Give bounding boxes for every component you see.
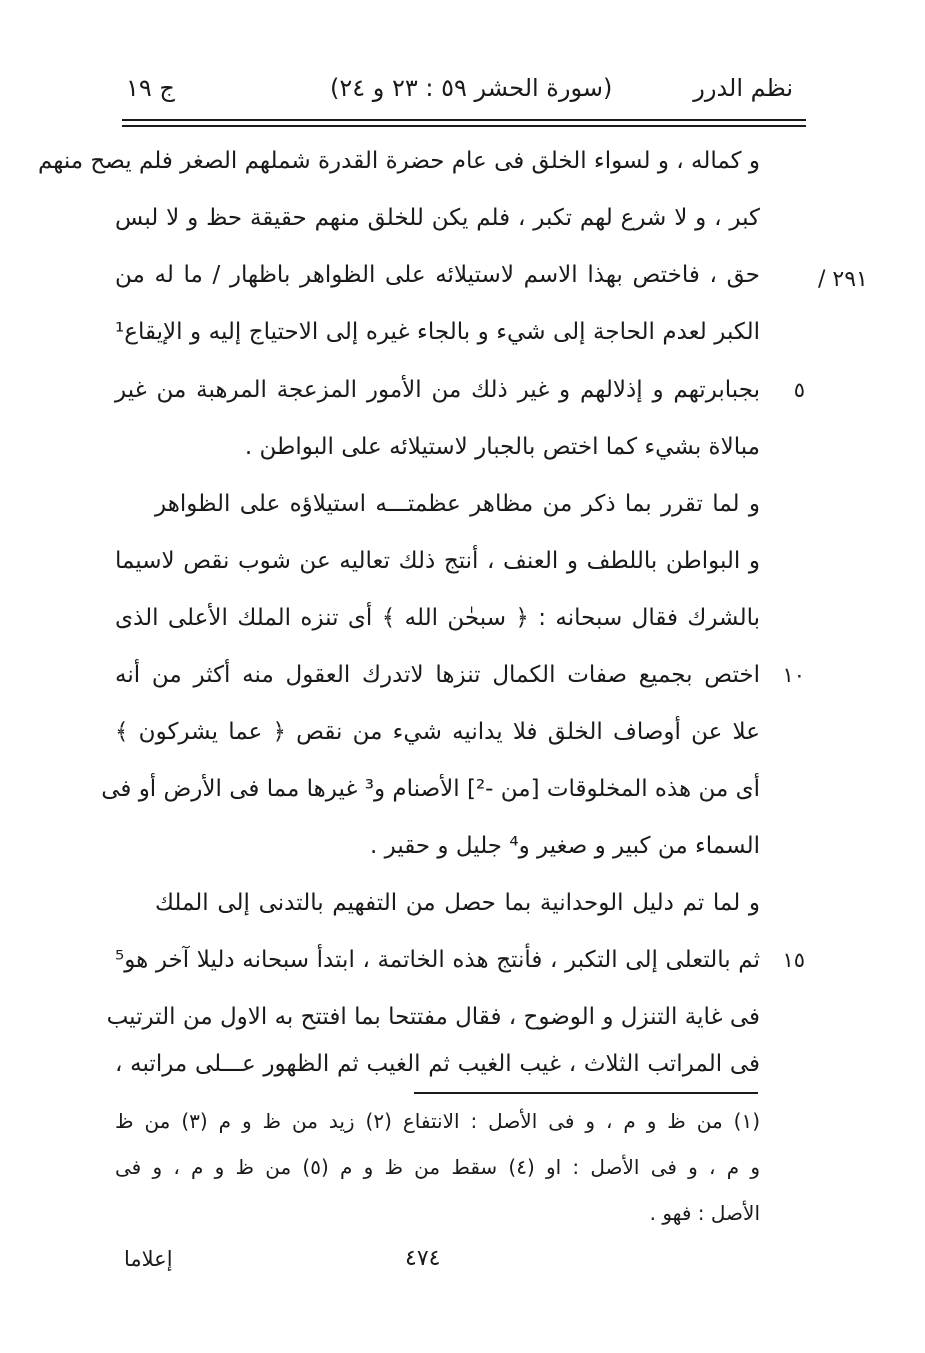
text-line: و البواطن باللطف و العنف ، أنتج ذلك تعاليه عن شوب نقص لاسيما xyxy=(115,548,760,574)
footnote-line: و م ، و فى الأصل : او (٤) سقط من ظ و م (٥) من ظ و م ، و فى xyxy=(115,1155,760,1179)
text-line: ثم بالتعلى إلى التكبر ، فأنتج هذه الخاتمة ، ابتدأ سبحانه دليلا آخر هو⁵ xyxy=(115,947,760,973)
paragraph-start-line: و لما تم دليل الوحدانية بما حصل من التفهيم بالتدنى إلى الملك xyxy=(155,890,760,916)
line-number: ١٠ xyxy=(782,663,805,687)
text-line: بالشرك فقال سبحانه : ﴿ سبحٰن الله ﴾ أى تنزه الملك الأعلى الذى xyxy=(115,605,760,631)
footnote-line: الأصل : فهو . xyxy=(649,1201,760,1225)
text-line: حق ، فاختص بهذا الاسم لاستيلائه على الظواهر باظهار / ما له من xyxy=(115,262,760,288)
text-line: فى المراتب الثلاث ، غيب الغيب ثم الغيب ثم الظهور عـــلى مراتبه ، xyxy=(115,1051,760,1077)
text-line: بجبابرتهم و إذلالهم و غير ذلك من الأمور المزعجة المرهبة من غير xyxy=(115,377,760,403)
text-line: اختص بجميع صفات الكمال تنزها لاتدرك العقول منه أكثر من أنه xyxy=(115,662,760,688)
line-number: ٥ xyxy=(793,378,805,402)
text-line: فى غاية التنزل و الوضوح ، فقال مفتتحا بما افتتح به الاول من الترتيب xyxy=(106,1004,760,1030)
manuscript-folio-ref: ٢٩١ / xyxy=(818,267,868,292)
text-line: كبر ، و لا شرع لهم تكبر ، فلم يكن للخلق منهم حقيقة حظ و لا لبس xyxy=(115,205,760,231)
page-number: ٤٧٤ xyxy=(405,1246,441,1271)
paragraph-start-line: و لما تقرر بما ذكر من مظاهر عظمتـــه استيلاؤه على الظواهر xyxy=(155,491,760,517)
surah-reference: (سورة الحشر ٥٩ : ٢٣ و ٢٤) xyxy=(330,74,613,102)
running-title: نظم الدرر xyxy=(693,74,793,102)
footnote-line: (١) من ظ و م ، و فى الأصل : الانتفاع (٢) زيد من ظ و م (٣) من ظ xyxy=(115,1109,760,1133)
text-line: أى من هذه المخلوقات [من -²] الأصنام و³ غيرها مما فى الأرض أو فى xyxy=(101,776,760,802)
footnote-separator xyxy=(414,1092,758,1094)
volume-number: ج ١٩ xyxy=(126,74,175,102)
text-line: الكبر لعدم الحاجة إلى شيء و بالجاء غيره إلى الاحتياج إليه و الإيقاع¹ xyxy=(115,319,760,345)
printer-signature: إعلاما xyxy=(124,1247,173,1271)
text-line: السماء من كبير و صغير و⁴ جليل و حقير . xyxy=(370,833,760,859)
text-line: علا عن أوصاف الخلق فلا يدانيه شيء من نقص ﴿ عما يشركون ﴾ xyxy=(115,719,760,745)
text-line: و كماله ، و لسواء الخلق فى عام حضرة القدرة شملهم الصغر فلم يصح منهم xyxy=(37,148,760,174)
header-rule-bottom xyxy=(122,125,806,127)
line-number: ١٥ xyxy=(782,948,805,972)
header-rule-top xyxy=(122,119,806,121)
text-line: مبالاة بشيء كما اختص بالجبار لاستيلائه على البواطن . xyxy=(244,434,760,460)
